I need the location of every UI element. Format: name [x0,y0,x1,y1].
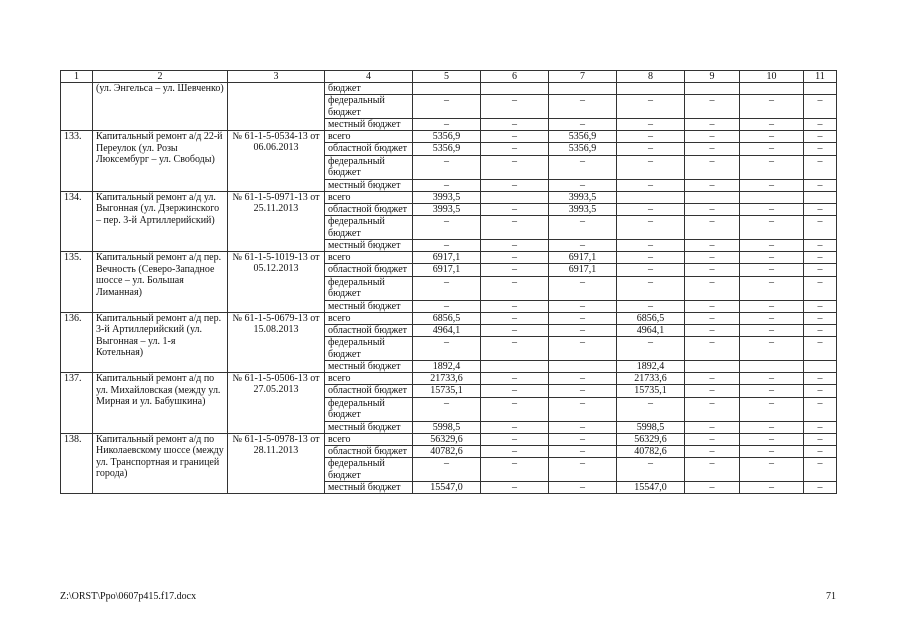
value-cell: – [549,179,617,191]
value-cell: – [740,397,804,421]
footer-file-path: Z:\ORST\Ppo\0607p415.f17.docx [60,591,197,602]
value-cell: – [804,264,837,277]
value-cell: – [549,385,617,398]
value-cell: 1892,4 [413,361,481,373]
value-cell: – [481,337,549,361]
value-cell: – [740,119,804,131]
funding-source: федеральный бюджет [325,458,413,482]
value-cell: – [549,155,617,179]
header-row [61,71,837,83]
row-index: 136. [61,312,93,373]
value-cell: – [685,482,740,494]
expertise-number: № 61-1-5-0679-13 от 15.08.2013 [228,312,325,373]
value-cell: 3993,5 [413,203,481,216]
value-cell [481,361,549,373]
value-cell: – [617,203,685,216]
header-cell: 8 [617,71,685,83]
header-cell: 11 [804,71,837,83]
value-cell: – [617,179,685,191]
value-cell: – [413,397,481,421]
value-cell: – [481,264,549,277]
value-cell: – [740,95,804,119]
expertise-number: № 61-1-5-0971-13 от 25.11.2013 [228,191,325,252]
value-cell: – [685,445,740,458]
value-cell: – [549,240,617,252]
value-cell: – [481,300,549,312]
value-cell: – [617,276,685,300]
value-cell: 3993,5 [549,203,617,216]
value-cell: 5998,5 [617,421,685,433]
value-cell: – [685,143,740,156]
funding-source: федеральный бюджет [325,155,413,179]
funding-source: местный бюджет [325,361,413,373]
value-cell: – [685,324,740,337]
value-cell: – [549,312,617,324]
value-cell: – [481,385,549,398]
value-cell: – [481,482,549,494]
page-number: 71 [826,591,836,602]
header-cell: 9 [685,71,740,83]
value-cell: – [549,337,617,361]
value-cell: 15547,0 [617,482,685,494]
value-cell: – [685,95,740,119]
table-row [61,83,837,95]
funding-source: всего [325,191,413,203]
value-cell: – [685,337,740,361]
value-cell: – [685,385,740,398]
value-cell: – [481,373,549,385]
value-cell [549,361,617,373]
value-cell: – [481,119,549,131]
funding-source: областной бюджет [325,324,413,337]
value-cell: – [481,276,549,300]
value-cell: – [413,276,481,300]
value-cell: – [804,337,837,361]
value-cell: – [685,458,740,482]
object-name: Капитальный ремонт а/д по ул. Михайловская (между ул. Мирная и ул. Бабушкина) [93,373,228,434]
value-cell: – [549,300,617,312]
value-cell: – [804,445,837,458]
value-cell: – [413,119,481,131]
funding-source: областной бюджет [325,264,413,277]
funding-source: местный бюджет [325,119,413,131]
value-cell: – [804,119,837,131]
value-cell: – [804,385,837,398]
value-cell: – [685,203,740,216]
object-name: Капитальный ремонт а/д пер. 3-й Артиллерийский (ул. Выгонная – ул. 1-я Котельная) [93,312,228,373]
value-cell: 5356,9 [413,143,481,156]
value-cell: – [804,324,837,337]
funding-source: федеральный бюджет [325,397,413,421]
expertise-number [228,83,325,131]
value-cell: – [549,216,617,240]
value-cell: – [413,95,481,119]
expertise-number: № 61-1-5-0534-13 от 06.06.2013 [228,131,325,192]
value-cell: – [804,179,837,191]
value-cell: – [804,300,837,312]
table-row [61,131,837,143]
value-cell [413,83,481,95]
value-cell: 5356,9 [549,143,617,156]
value-cell: 15735,1 [617,385,685,398]
value-cell: – [740,373,804,385]
table-row [61,252,837,264]
value-cell: – [685,433,740,445]
value-cell: – [481,445,549,458]
value-cell: – [804,276,837,300]
value-cell: – [413,155,481,179]
value-cell: – [481,421,549,433]
row-index: 138. [61,433,93,494]
header-cell: 4 [325,71,413,83]
value-cell: – [549,433,617,445]
header-cell: 2 [93,71,228,83]
value-cell: – [481,252,549,264]
value-cell: – [804,397,837,421]
value-cell: – [481,203,549,216]
value-cell: – [617,337,685,361]
value-cell: – [617,300,685,312]
value-cell: – [740,458,804,482]
value-cell: – [617,95,685,119]
row-index: 134. [61,191,93,252]
row-index [61,83,93,131]
funding-source: местный бюджет [325,421,413,433]
value-cell [685,361,740,373]
value-cell: – [685,240,740,252]
funding-source: всего [325,131,413,143]
funding-source: местный бюджет [325,482,413,494]
value-cell: – [549,445,617,458]
header-cell: 3 [228,71,325,83]
value-cell: – [804,155,837,179]
value-cell: – [481,312,549,324]
value-cell: – [549,276,617,300]
value-cell: – [549,324,617,337]
value-cell: 6917,1 [413,252,481,264]
header-cell: 6 [481,71,549,83]
funding-source: федеральный бюджет [325,337,413,361]
value-cell: 56329,6 [617,433,685,445]
object-name: (ул. Энгельса – ул. Шевченко) [93,83,228,131]
expertise-number: № 61-1-5-0506-13 от 27.05.2013 [228,373,325,434]
value-cell: 4964,1 [617,324,685,337]
funding-source: федеральный бюджет [325,216,413,240]
object-name: Капитальный ремонт а/д ул. Выгонная (ул. Дзержинского – пер. 3-й Артиллерийский) [93,191,228,252]
expertise-number: № 61-1-5-1019-13 от 05.12.2013 [228,252,325,313]
value-cell: – [685,300,740,312]
value-cell [617,83,685,95]
value-cell: 6917,1 [413,264,481,277]
value-cell [685,83,740,95]
value-cell: 6856,5 [413,312,481,324]
value-cell: – [481,240,549,252]
value-cell: – [804,482,837,494]
value-cell: 3993,5 [549,191,617,203]
value-cell: – [413,458,481,482]
funding-source: всего [325,373,413,385]
value-cell: – [481,433,549,445]
funding-source: бюджет [325,83,413,95]
funding-source: федеральный бюджет [325,95,413,119]
value-cell: – [481,143,549,156]
value-cell: 1892,4 [617,361,685,373]
value-cell: – [804,252,837,264]
table-row [61,191,837,203]
value-cell: – [481,95,549,119]
funding-source: федеральный бюджет [325,276,413,300]
value-cell: – [740,433,804,445]
table-row [61,373,837,385]
value-cell: 21733,6 [617,373,685,385]
value-cell: – [685,131,740,143]
value-cell: – [617,397,685,421]
value-cell [804,361,837,373]
value-cell: – [481,397,549,421]
value-cell: – [804,203,837,216]
value-cell: – [740,179,804,191]
value-cell: – [549,458,617,482]
header-cell: 7 [549,71,617,83]
value-cell: – [549,373,617,385]
value-cell: 5998,5 [413,421,481,433]
row-index: 137. [61,373,93,434]
value-cell: – [685,155,740,179]
value-cell: – [685,276,740,300]
value-cell: 56329,6 [413,433,481,445]
value-cell: – [804,95,837,119]
value-cell: – [804,458,837,482]
value-cell: – [413,240,481,252]
value-cell: – [617,252,685,264]
value-cell: – [413,337,481,361]
value-cell: – [740,324,804,337]
funding-source: областной бюджет [325,203,413,216]
value-cell: 6856,5 [617,312,685,324]
funding-source: местный бюджет [325,240,413,252]
funding-source: местный бюджет [325,300,413,312]
value-cell: – [740,385,804,398]
table-row [61,433,837,445]
value-cell: – [685,397,740,421]
funding-source: областной бюджет [325,143,413,156]
value-cell: – [740,155,804,179]
row-index: 133. [61,131,93,192]
value-cell [685,191,740,203]
value-cell: – [549,397,617,421]
value-cell: – [685,216,740,240]
value-cell: – [740,143,804,156]
value-cell: – [685,421,740,433]
value-cell: – [617,119,685,131]
header-cell: 10 [740,71,804,83]
object-name: Капитальный ремонт а/д пер. Вечность (Северо-Западное шоссе – ул. Большая Лиманная) [93,252,228,313]
value-cell: – [685,373,740,385]
value-cell: – [617,216,685,240]
funding-source: областной бюджет [325,385,413,398]
value-cell: – [804,143,837,156]
value-cell: 5356,9 [413,131,481,143]
value-cell: – [740,276,804,300]
value-cell: – [685,252,740,264]
header-cell: 1 [61,71,93,83]
value-cell: – [413,300,481,312]
budget-table [60,70,837,494]
value-cell [804,83,837,95]
value-cell: 5356,9 [549,131,617,143]
funding-source: всего [325,252,413,264]
object-name: Капитальный ремонт а/д 22-й Переулок (ул. Розы Люксембург – ул. Свободы) [93,131,228,192]
table-row [61,312,837,324]
value-cell [481,83,549,95]
value-cell: – [617,458,685,482]
value-cell: – [549,119,617,131]
row-index: 135. [61,252,93,313]
object-name: Капитальный ремонт а/д по Николаевскому шоссе (между ул. Транспортная и границей города) [93,433,228,494]
value-cell [740,191,804,203]
value-cell: – [481,155,549,179]
value-cell: 15547,0 [413,482,481,494]
value-cell: – [740,300,804,312]
funding-source: всего [325,433,413,445]
value-cell: 6917,1 [549,264,617,277]
value-cell: – [740,264,804,277]
value-cell: – [549,482,617,494]
value-cell: – [740,421,804,433]
value-cell: – [740,240,804,252]
value-cell: – [685,119,740,131]
value-cell: – [481,179,549,191]
value-cell: – [804,240,837,252]
value-cell: – [740,216,804,240]
value-cell: – [804,433,837,445]
value-cell: – [804,421,837,433]
value-cell: 15735,1 [413,385,481,398]
value-cell: – [740,252,804,264]
value-cell: – [549,95,617,119]
value-cell: 40782,6 [617,445,685,458]
value-cell: – [481,131,549,143]
value-cell: – [740,337,804,361]
funding-source: местный бюджет [325,179,413,191]
funding-source: всего [325,312,413,324]
value-cell: – [804,216,837,240]
value-cell [549,83,617,95]
value-cell: – [617,264,685,277]
value-cell: – [481,216,549,240]
value-cell: – [413,216,481,240]
value-cell: – [685,312,740,324]
value-cell: – [740,312,804,324]
value-cell [740,83,804,95]
header-cell: 5 [413,71,481,83]
value-cell: – [617,240,685,252]
value-cell: – [685,264,740,277]
value-cell: – [617,131,685,143]
value-cell: – [413,179,481,191]
value-cell: – [549,421,617,433]
value-cell: – [804,131,837,143]
value-cell: 4964,1 [413,324,481,337]
value-cell: – [481,458,549,482]
value-cell: – [740,482,804,494]
value-cell: – [804,373,837,385]
value-cell: – [804,312,837,324]
funding-source: областной бюджет [325,445,413,458]
value-cell: 21733,6 [413,373,481,385]
value-cell: – [481,324,549,337]
value-cell [617,191,685,203]
value-cell: – [617,143,685,156]
value-cell: 6917,1 [549,252,617,264]
value-cell: – [740,131,804,143]
value-cell: – [740,445,804,458]
value-cell: – [740,203,804,216]
value-cell [481,191,549,203]
value-cell [804,191,837,203]
value-cell: 40782,6 [413,445,481,458]
value-cell: 3993,5 [413,191,481,203]
expertise-number: № 61-1-5-0978-13 от 28.11.2013 [228,433,325,494]
value-cell: – [617,155,685,179]
value-cell: – [685,179,740,191]
value-cell [740,361,804,373]
